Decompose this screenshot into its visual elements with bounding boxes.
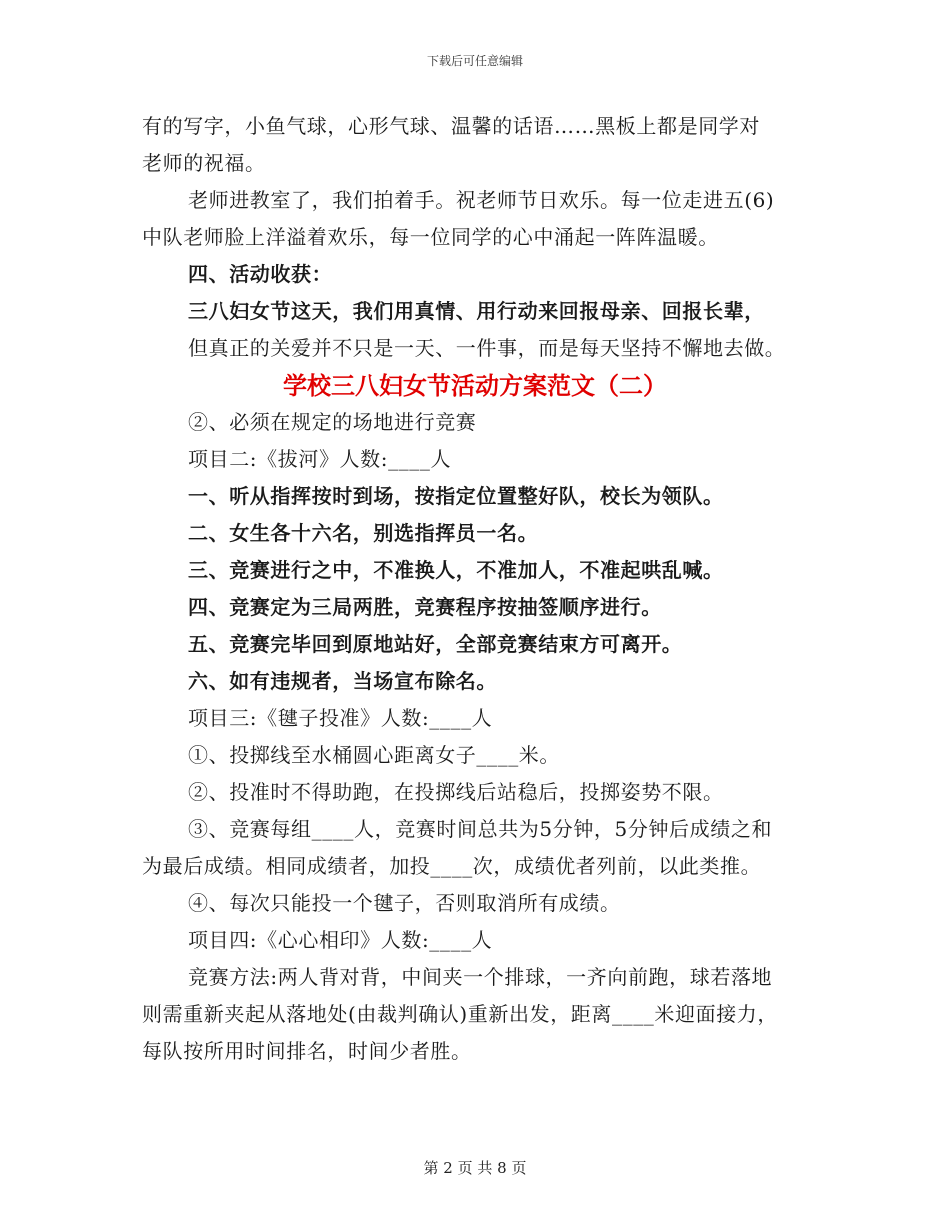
paragraph-line: ③、竞赛每组____人，竞赛时间总共为5分钟，5分钟后成绩之和 [188,817,773,841]
paragraph-line: ①、投掷线至水桶圆心距离女子____米。 [188,743,560,767]
paragraph-line: 竞赛方法:两人背对背，中间夹一个排球，一齐向前跑，球若落地 [188,965,773,989]
paragraph-line: 但真正的关爱并不只是一天、一件事，而是每天坚持不懈地去做。 [188,336,786,360]
bold-line: 四、活动收获： [188,262,333,286]
section-title: 学校三八妇女节活动方案范文（二） [283,371,667,400]
paragraph-line: 项目四:《心心相印》人数:____人 [188,928,493,952]
paragraph-line: 项目二:《拔河》人数:____人 [188,447,452,471]
paragraph-line: 有的写字，小鱼气球，心形气球、温馨的话语……黑板上都是同学对 [142,114,760,138]
paragraph-line: 项目三:《毽子投准》人数:____人 [188,706,493,730]
bold-line: 五、竞赛完毕回到原地站好，全部竞赛结束方可离开。 [188,632,683,656]
paragraph-line: ②、必须在规定的场地进行竞赛 [188,410,477,434]
bold-line: 六、如有违规者，当场宣布除名。 [188,669,497,693]
paragraph-line: 每队按所用时间排名，时间少者胜。 [142,1039,472,1063]
page-footer: 第 2 页 共 8 页 [423,1159,527,1177]
bold-line: 四、竞赛定为三局两胜，竞赛程序按抽签顺序进行。 [188,595,662,619]
page-header: 下载后可任意编辑 [426,54,523,68]
paragraph-line: 为最后成绩。相同成绩者，加投____次，成绩优者列前，以此类推。 [142,854,762,878]
document-body [142,108,808,1070]
paragraph-line: ④、每次只能投一个毽子，否则取消所有成绩。 [188,891,621,915]
bold-line: 二、女生各十六名，别选指挥员一名。 [188,521,539,545]
paragraph-line: 则需重新夹起从落地处(由裁判确认)重新出发，距离____米迎面接力， [142,1002,779,1026]
bold-line: 三、竞赛进行之中，不准换人，不准加人，不准起哄乱喊。 [188,558,724,582]
paragraph-line: 中队老师脸上洋溢着欢乐，每一位同学的心中涌起一阵阵温暖。 [142,225,719,249]
bold-line: 一、听从指挥按时到场，按指定位置整好队，校长为领队。 [188,484,724,508]
paragraph-line: ②、投准时不得助跑，在投掷线后站稳后，投掷姿势不限。 [188,780,724,804]
bold-line: 三八妇女节这天，我们用真情、用行动来回报母亲、回报长辈， [188,299,765,323]
paragraph-line: 老师的祝福。 [142,151,266,175]
paragraph-line: 老师进教室了，我们拍着手。祝老师节日欢乐。每一位走进五(6) [188,188,775,212]
